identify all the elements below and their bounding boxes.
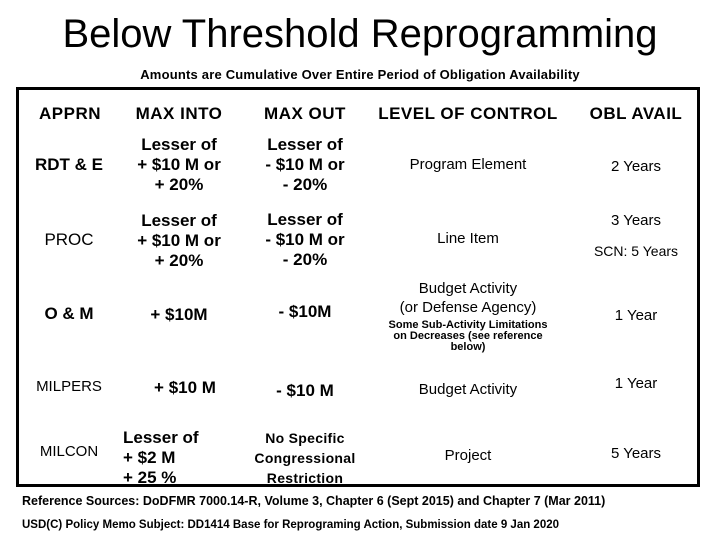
page-subtitle: Amounts are Cumulative Over Entire Period of Obligation Availability [140,67,580,82]
row-control-rdte: Program Element [409,155,527,173]
row-apprn-rdte: RDT & E [35,155,103,174]
row-into-milcon [117,426,241,490]
out-line: - $10 M or [265,230,345,249]
row-into-milpers: + $10 M [154,378,216,397]
control-line: (or Defense Agency) [399,299,537,316]
out-line: Lesser of [267,210,343,229]
row-apprn-proc: PROC [44,230,94,249]
into-line: Lesser of [123,428,199,447]
note-line: on Decreases (see reference [393,329,543,342]
header-obl-avail: OBL AVAIL [589,104,683,123]
reference-sources: Reference Sources: DoDFMR 7000.14-R, Volume 3, Chapter 6 (Sept 2015) and Chapter 7 (Mar 2011) [22,494,606,508]
into-line: + 20% [154,175,204,194]
into-line: Lesser of [141,211,217,230]
row-control-om [363,280,573,316]
out-line: No Specific [265,430,345,446]
policy-memo: USD(C) Policy Memo Subject: DD1414 Base for Reprograming Action, Submission date 9 Jan 2020 [22,519,560,531]
row-into-om: + $10M [150,305,208,324]
out-line: - $10 M or [265,155,345,174]
row-control-milpers: Budget Activity [418,380,518,398]
row-apprn-milcon: MILCON [39,442,99,460]
reprogramming-table [16,87,700,487]
row-into-proc [117,208,241,274]
into-line: + $10 M or [137,231,221,250]
out-line: - 20% [282,250,328,269]
row-control-milcon: Project [444,446,492,464]
row-control-om-note [363,319,573,353]
into-line: + 25 % [123,468,177,487]
row-apprn-om: O & M [44,304,94,323]
out-line: Lesser of [267,135,343,154]
row-apprn-milpers: MILPERS [36,377,102,395]
out-line: - 20% [282,175,328,194]
header-apprn: APPRN [38,104,101,123]
row-obl-rdte: 2 Years [610,157,662,175]
row-control-proc: Line Item [437,229,499,247]
row-out-om: - $10M [278,302,332,321]
row-obl-proc-main: 3 Years [610,211,662,229]
page-title: Below Threshold Reprogramming [62,12,658,56]
control-line: Budget Activity [418,280,518,297]
out-line: Congressional [254,450,356,466]
into-line: + 20% [154,251,204,270]
row-out-milpers: - $10 M [276,381,334,400]
into-line: + $2 M [123,448,176,467]
row-obl-proc-scn: SCN: 5 Years [593,243,679,259]
header-max-out: MAX OUT [264,104,346,123]
header-max-into: MAX INTO [135,104,223,123]
into-line: Lesser of [141,135,217,154]
row-out-milcon [235,427,375,489]
row-obl-om: 1 Year [614,306,658,324]
row-obl-milpers: 1 Year [614,374,658,392]
row-into-rdte [117,132,241,198]
row-obl-milcon: 5 Years [610,444,662,462]
out-line: Restriction [266,470,344,486]
row-out-rdte [235,132,375,198]
into-line: + $10 M or [137,155,221,174]
note-line: Some Sub-Activity Limitations [388,318,548,331]
header-level-of-control: LEVEL OF CONTROL [378,104,558,123]
row-out-proc [235,207,375,273]
note-line: below) [450,340,486,353]
